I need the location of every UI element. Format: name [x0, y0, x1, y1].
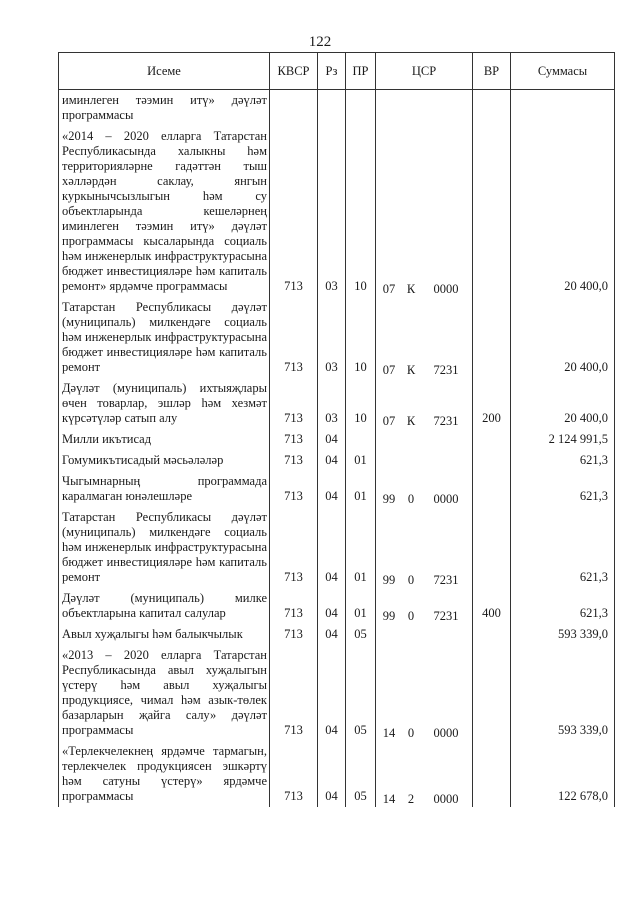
row-kvsr: 713 [270, 450, 318, 471]
row-csr-subprogram: К [406, 414, 416, 428]
row-kvsr: 713 [270, 429, 318, 450]
row-name: Татарстан Республикасы дәүләт (муниципаль) милкендәге социаль һәм инженерлык инфраструктурасына бюджет инвестицияләре һәм капиталь ремонт [59, 507, 270, 588]
row-sum: 2 124 991,5 [511, 429, 615, 450]
row-csr-subprogram: 0 [407, 609, 415, 623]
row-csr-program: 99 [382, 573, 396, 587]
row-vr [473, 624, 511, 645]
row-rz: 04 [318, 645, 346, 741]
row-name: иминлеген тәэмин итү» дәүләт программасы [59, 90, 270, 127]
table-row [59, 90, 615, 127]
table-row [59, 429, 615, 450]
table-row [59, 624, 615, 645]
row-vr [473, 297, 511, 378]
row-vr [473, 429, 511, 450]
row-kvsr: 713 [270, 507, 318, 588]
row-name: Дәүләт (муниципаль) милке объектларына капитал салулар [59, 588, 270, 624]
row-csr-direction: 0000 [433, 282, 459, 296]
row-kvsr [270, 90, 318, 127]
row-pr: 05 [346, 741, 376, 807]
row-rz: 03 [318, 297, 346, 378]
row-csr-program: 07 [382, 282, 396, 296]
row-csr-subprogram: 0 [407, 573, 415, 587]
row-name: «2013 – 2020 елларга Татарстан Республикасында авыл хуҗалыгын үстерү һәм авыл хуҗалыгы продукциясе, чимал һәм азык-төлек базарларын җайга салу» дәүләт программасы [59, 645, 270, 741]
budget-table [58, 52, 615, 807]
row-rz [318, 90, 346, 127]
row-name: «2014 – 2020 елларга Татарстан Республикасында халыкны һәм территорияләрне гадәттән тыш хәлләрдән саклау, янгын куркынычсызлыгын һәм су объектларында кешеләрнең иминлеген тәэмин итү» дәүләт программасы кысаларында социаль һәм инженерлык инфраструктурасына бюджет инвестицияләре һәм капиталь ремонт» ярдәмче программасы [59, 126, 270, 297]
row-pr: 05 [346, 645, 376, 741]
row-csr-direction: 7231 [433, 363, 459, 377]
row-rz: 04 [318, 624, 346, 645]
row-sum: 20 400,0 [511, 126, 615, 297]
row-name: «Терлекчелекнең ярдәмче тармагын, терлекчелек продукциясен эшкәртү һәм сатуны үстерү» ярдәмче программасы [59, 741, 270, 807]
row-csr-program: 99 [382, 609, 396, 623]
row-csr-direction: 7231 [433, 573, 459, 587]
row-csr-direction: 7231 [433, 414, 459, 428]
row-kvsr: 713 [270, 471, 318, 507]
row-kvsr: 713 [270, 126, 318, 297]
row-name: Дәүләт (муниципаль) ихтыяҗлары өчен товарлар, эшләр һәм хезмәт күрсәтүләр сатып алу [59, 378, 270, 429]
row-name: Чыгымнарның программада каралмаган юнәлешләре [59, 471, 270, 507]
row-csr [376, 624, 473, 645]
row-csr [376, 507, 473, 588]
row-name: Гомумикътисадый мәсьәләләр [59, 450, 270, 471]
row-kvsr: 713 [270, 624, 318, 645]
row-rz: 04 [318, 429, 346, 450]
header-rz: Рз [318, 53, 346, 90]
row-pr: 10 [346, 378, 376, 429]
row-vr: 200 [473, 378, 511, 429]
row-kvsr: 713 [270, 297, 318, 378]
row-csr [376, 645, 473, 741]
row-csr-program: 14 [382, 726, 396, 740]
row-name: Татарстан Республикасы дәүләт (муниципаль) милкендәге социаль һәм инженерлык инфраструктурасына бюджет инвестицияләре һәм капиталь ремонт [59, 297, 270, 378]
row-csr-subprogram: К [406, 363, 416, 377]
row-csr-direction: 7231 [433, 609, 459, 623]
row-csr [376, 741, 473, 807]
row-rz: 03 [318, 378, 346, 429]
row-vr [473, 90, 511, 127]
row-rz: 04 [318, 471, 346, 507]
header-sum: Суммасы [511, 53, 615, 90]
table-row [59, 507, 615, 588]
row-pr [346, 90, 376, 127]
row-vr [473, 126, 511, 297]
row-sum: 122 678,0 [511, 741, 615, 807]
table-row [59, 588, 615, 624]
header-pr: ПР [346, 53, 376, 90]
row-csr-subprogram: 2 [407, 792, 415, 806]
table-header-row [59, 53, 615, 90]
row-rz: 04 [318, 507, 346, 588]
row-rz: 04 [318, 741, 346, 807]
row-csr-direction: 0000 [433, 492, 459, 506]
row-pr: 10 [346, 297, 376, 378]
row-csr [376, 90, 473, 127]
table-row [59, 297, 615, 378]
row-sum [511, 90, 615, 127]
row-csr [376, 126, 473, 297]
table-row [59, 471, 615, 507]
row-pr: 01 [346, 507, 376, 588]
table-row [59, 450, 615, 471]
row-kvsr: 713 [270, 741, 318, 807]
row-kvsr: 713 [270, 588, 318, 624]
table-row [59, 741, 615, 807]
row-rz: 03 [318, 126, 346, 297]
page-number: 122 [308, 34, 332, 50]
row-sum: 621,3 [511, 450, 615, 471]
table-row [59, 645, 615, 741]
row-sum: 593 339,0 [511, 645, 615, 741]
row-csr-program: 99 [382, 492, 396, 506]
table-row [59, 378, 615, 429]
row-csr-subprogram: 0 [407, 726, 415, 740]
row-pr: 10 [346, 126, 376, 297]
row-csr [376, 471, 473, 507]
row-name: Авыл хуҗалыгы һәм балыкчылык [59, 624, 270, 645]
row-pr [346, 429, 376, 450]
row-vr [473, 507, 511, 588]
row-vr [473, 450, 511, 471]
row-csr [376, 429, 473, 450]
row-pr: 01 [346, 471, 376, 507]
row-vr [473, 741, 511, 807]
row-csr [376, 297, 473, 378]
row-csr-program: 07 [382, 363, 396, 377]
row-sum: 20 400,0 [511, 297, 615, 378]
header-kvsr: КВСР [270, 53, 318, 90]
row-vr [473, 645, 511, 741]
header-vr: ВР [473, 53, 511, 90]
row-pr: 05 [346, 624, 376, 645]
header-name: Исеме [59, 53, 270, 90]
row-sum: 20 400,0 [511, 378, 615, 429]
row-csr-program: 14 [382, 792, 396, 806]
row-name: Милли икътисад [59, 429, 270, 450]
row-csr [376, 588, 473, 624]
row-sum: 621,3 [511, 588, 615, 624]
row-sum: 621,3 [511, 507, 615, 588]
row-csr-subprogram: К [406, 282, 416, 296]
row-csr-direction: 0000 [433, 792, 459, 806]
row-csr-subprogram: 0 [407, 492, 415, 506]
row-vr [473, 471, 511, 507]
header-csr: ЦСР [376, 53, 473, 90]
row-rz: 04 [318, 450, 346, 471]
row-kvsr: 713 [270, 378, 318, 429]
row-pr: 01 [346, 588, 376, 624]
row-sum: 621,3 [511, 471, 615, 507]
table-row [59, 126, 615, 297]
row-kvsr: 713 [270, 645, 318, 741]
row-vr: 400 [473, 588, 511, 624]
row-rz: 04 [318, 588, 346, 624]
row-csr-direction: 0000 [433, 726, 459, 740]
row-csr [376, 450, 473, 471]
row-pr: 01 [346, 450, 376, 471]
row-sum: 593 339,0 [511, 624, 615, 645]
row-csr [376, 378, 473, 429]
row-csr-program: 07 [382, 414, 396, 428]
